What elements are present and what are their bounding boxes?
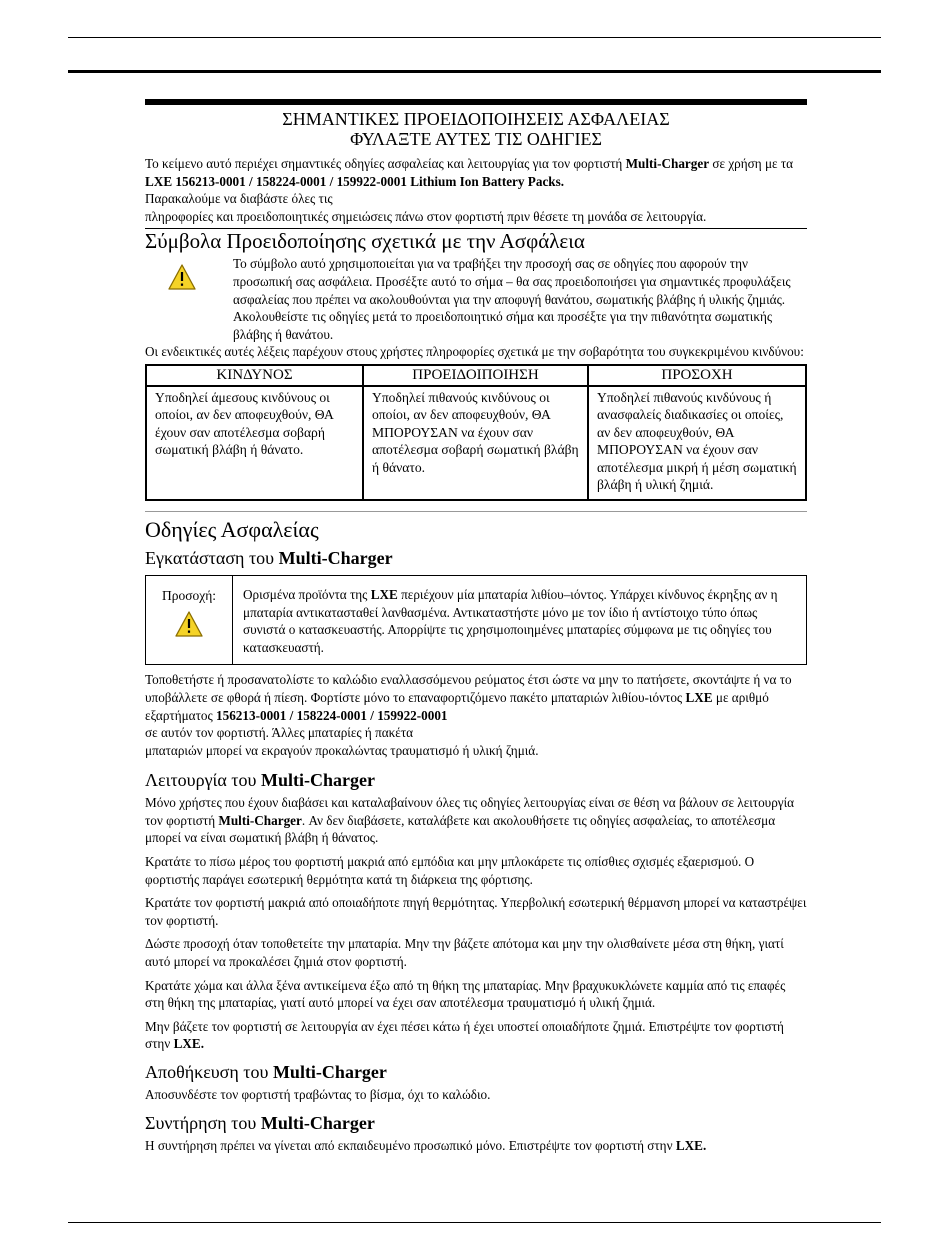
storage-heading-product: Multi-Charger [272,1062,387,1082]
maintenance-heading-text: Συντήρηση του [145,1112,261,1133]
storage-paragraph: Αποσυνδέστε τον φορτιστή τραβώντας το βίσμα, όχι το καλώδιο. [145,1087,491,1102]
storage-heading [145,1061,807,1083]
caution-text-c: περιέχουν μία μπαταρία λιθίου–ιόντος. Υπάρχει κίνδυνος έκρηξης αν η μπαταρία αντικατασταθεί λανθασμένα. Αντικαταστήστε μόνο με τον ίδιο ή αντίστοιχο τύπο όπως συνιστά ο κατασκευαστής. Απορρίψτε τις χρησιμοποιημένες μπαταρίες σύμφωνα με τις οδηγίες του κατασκευαστή. [243,586,778,655]
operation-heading-text: Λειτουργία του [145,770,261,791]
install-brand: LXE [685,689,713,705]
operation-brand: LXE. [173,1036,204,1052]
caution-text [233,576,806,664]
cell-danger: Υποδηλεί άμεσους κινδύνους οι οποίοι, αν δεν αποφευχθούν, ΘΑ έχουν σαν αποτέλεσμα σοβαρή σωματική βλάβη ή θάνατο. [146,386,363,500]
header-rule-thin [68,37,881,38]
install-heading [145,547,807,569]
hazard-levels-table [145,364,807,501]
install-line-2: σε αυτόν τον φορτιστή. Άλλες μπαταρίες ή πακέτα [145,725,414,741]
document-body [145,99,807,1154]
symbols-heading: Σύμβολα Προειδοποίησης σχετικά με την Ασφάλεια [145,228,807,253]
intro-text-2: σε χρήση με τα [709,156,794,171]
operation-text-a: Μόνο χρήστες που έχουν διαβάσει και καταλαβαίνουν όλες τις οδηγίες λειτουργίας είναι σε θέση να βάλουν σε λειτουργία τον φορτιστή [145,795,795,828]
operation-paragraph-5: Κρατάτε χώμα και άλλα ξένα αντικείμενα έξω από τη θήκη της μπαταρίας. Μην βραχυκυκλώνετε καμμία από τις επαφές στη θήκη της μπαταρίας, γιατί αυτό μπορεί να έχει σαν αποτέλεσμα τραυματισμό ή υλική ζημιά. [145,977,786,1011]
caution-text-a: Ορισμένα προϊόντα της [243,586,371,602]
document-title-line1: ΣΗΜΑΝΤΙΚΕΣ ΠΡΟΕΙΔΟΠΟΙΗΣΕΙΣ ΑΣΦΑΛΕΙΑΣ [282,109,670,129]
maintenance-paragraph [145,1137,807,1155]
intro-info-line: πληροφορίες και προειδοποιητικές σημειώσεις πάνω στον φορτιστή πριν θέσετε τη μονάδα σε λειτουργία. [145,208,707,224]
intro-part-numbers: LXE 156213-0001 / 158224-0001 / 159922-0001 Lithium Ion Battery Packs. [145,173,565,189]
caution-box [145,575,807,665]
intro-read-line: Παρακαλούμε να διαβάστε όλες τις [145,191,333,207]
caution-label: Προσοχή: [161,587,217,603]
caution-brand: LXE [370,586,398,602]
warning-triangle-icon [145,255,233,343]
cell-caution: Υποδηλεί πιθανούς κινδύνους ή ανασφαλείς διαδικασίες οι οποίες, αν δεν αποφευχθούν, ΘΑ ΜΠΟΡΟΥΣΑΝ να έχουν σαν αποτέλεσμα μικρή ή μέση σωματική βλάβη ή υλική ζημιά. [588,386,806,500]
operation-paragraph-2: Κρατάτε το πίσω μέρος του φορτιστή μακριά από εμπόδια και μην μπλοκάρετε τις οπίσθιες σχισμές εξαερισμού. Ο φορτιστής παράγει εσωτερική θερμότητα κατά τη διάρκεια της φόρτισης. [145,854,755,887]
install-heading-text: Εγκατάσταση του [145,547,279,568]
operation-text-c: . Αν δεν διαβάσετε, καταλάβετε και ακολουθήσετε τις οδηγίες ασφαλείας, το αποτέλεσμα μπορεί να είναι σωματική βλάβη ή θάνατος. [145,812,776,846]
operation-text-6a: Μην βάζετε τον φορτιστή σε λειτουργία αν έχει πέσει κάτω ή έχει υποστεί οποιαδήποτε ζημιά. Επιστρέψτε τον φορτιστή στην [145,1018,784,1052]
operation-paragraph-1 [145,794,807,847]
intro-paragraph [145,155,807,190]
document-title-line2: ΦΥΛΑΞΤΕ ΑΥΤΕΣ ΤΙΣ ΟΔΗΓΙΕΣ [350,129,602,149]
install-heading-product: Multi-Charger [278,547,393,568]
signal-words-note: Οι ενδεικτικές αυτές λέξεις παρέχουν στους χρήστες πληροφορίες σχετικά με την σοβαρότητα του συγκεκριμένου κινδύνου: [145,344,804,360]
symbols-description: Το σύμβολο αυτό χρησιμοποιείται για να τραβήξει την προσοχή σας σε οδηγίες που αφορούν την προσωπική σας ασφάλεια. Προσέξτε αυτό το σήμα – θα σας προειδοποιήσει για σημαντικές προφυλάξεις ασφαλείας που πρέπει να ακολουθούνται για την αποφυγή θανάτου, σωματικής βλάβης ή υλικής ζημιάς. Ακολουθείστε τις οδηγίες μετά το προειδοποιητικό σήμα και προσέξτε για την πιθανότητα σωματικής βλάβης ή θανάτου. [233,256,791,342]
caution-box-label-cell [146,576,233,664]
operation-heading [145,769,807,791]
symbols-row [145,255,807,343]
cell-warning: Υποδηλεί πιθανούς κινδύνους οι οποίοι, αν δεν αποφευχθούν, ΘΑ ΜΠΟΡΟΥΣΑΝ να έχουν σαν αποτέλεσμα σοβαρή σωματική βλάβη ή θάνατο. [363,386,588,500]
operation-paragraph-4: Δώστε προσοχή όταν τοποθετείτε την μπαταρία. Μην την βάζετε απότομα και μην την ολισθαίνετε μέσα στη θήκη, γιατί αυτό μπορεί να προκαλέσει ζημιά στον φορτιστή. [145,936,784,970]
operation-heading-product: Multi-Charger [260,770,375,791]
intro-product: Multi-Charger [625,156,710,171]
install-text-a: Τοποθετήστε ή προσανατολίστε το καλώδιο εναλλασσόμενου ρεύματος έτσι ώστε να μην το πατήσετε, σκοντάψτε ή να το υποβάλλετε σε φθορά ή πίεση. Φορτίστε μόνο το επαναφορτιζόμενο πακέτο μπαταριών λιθίου-ιόντος [145,672,792,705]
section-divider [145,511,807,512]
install-part-numbers: 156213-0001 / 158224-0001 / 159922-0001 [216,707,448,723]
install-text-c: με αριθμό εξαρτήματος [145,689,769,723]
operation-product: Multi-Charger [218,812,302,828]
maintenance-heading-product: Multi-Charger [260,1112,375,1133]
install-paragraph [145,671,807,724]
header-rule-thick [68,70,881,73]
safety-heading: Οδηγίες Ασφαλείας [145,516,319,542]
header-caution: ΠΡΟΣΟΧΗ [588,365,806,386]
maintenance-text: Η συντήρηση πρέπει να γίνεται από εκπαιδευμένο προσωπικό μόνο. Επιστρέψτε τον φορτιστή στην [145,1137,676,1153]
header-danger: ΚΙΝΔΥΝΟΣ [146,365,363,386]
header-warning: ΠΡΟΕΙΔΟΙΠΟΙΗΣΗ [363,365,588,386]
operation-paragraph-6 [145,1018,807,1053]
warning-triangle-icon [146,610,232,643]
maintenance-heading [145,1112,807,1134]
footer-rule [68,1222,881,1223]
maintenance-brand: LXE. [675,1137,707,1153]
install-line-3: μπαταριών μπορεί να εκραγούν προκαλώντας τραυματισμό ή υλική ζημιά. [145,742,539,758]
intro-text: Το κείμενο αυτό περιέχει σημαντικές οδηγίες ασφαλείας και λειτουργίας για τον φορτιστή [145,156,626,171]
title-bar [145,99,807,105]
operation-paragraph-3: Κρατάτε τον φορτιστή μακριά από οποιαδήποτε πηγή θερμότητας. Υπερβολική εσωτερική θέρμανση μπορεί να καταστρέψει τον φορτιστή. [145,895,807,928]
storage-heading-text: Αποθήκευση του [145,1062,273,1082]
